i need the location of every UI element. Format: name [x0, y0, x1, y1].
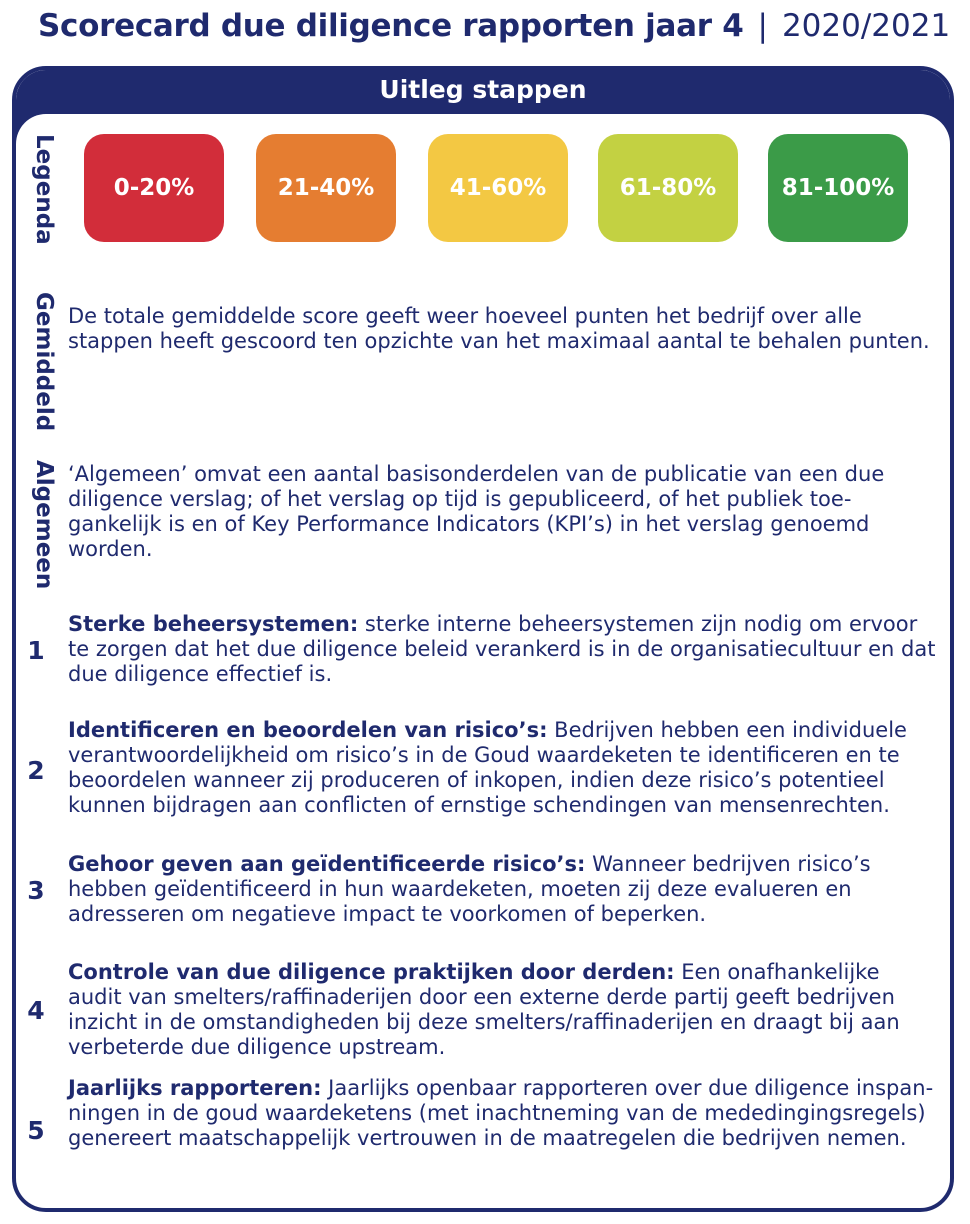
step-3-text [68, 852, 936, 927]
step-heading: Controle van due diligence praktijken door derden: [68, 960, 675, 984]
gemiddeld-label: Gemiddeld [31, 292, 57, 432]
algemeen-label: Algemeen [31, 460, 57, 590]
step-body: Wanneer bedrijven risico’s hebben geïdentificeerd in hun waardeketen, moeten zij deze evalueren en adresseren om negatieve impact te voorkomen of beperken. [68, 852, 871, 926]
legend-label: Legenda [31, 134, 57, 245]
step-heading: Sterke beheersystemen: [68, 612, 359, 636]
step-2-text [68, 718, 936, 818]
step-number: 3 [27, 876, 45, 905]
step-heading: Jaarlijks rapporteren: [68, 1076, 322, 1100]
legend-item-label: 41-60% [449, 175, 547, 201]
legend-item-41-60 [428, 134, 568, 242]
legend-item-0-20 [84, 134, 224, 242]
step-body: sterke interne beheersystemen zijn nodig om ervoor te zorgen dat het due diligence beleid verankerd is in de organisatiecultuur en dat due diligence effectief is. [68, 612, 936, 686]
legend-item-label: 0-20% [113, 175, 195, 201]
page-title [38, 4, 951, 48]
panel-title: Uitleg stappen [16, 70, 950, 114]
step-number: 2 [27, 756, 45, 785]
step-heading: Identificeren en beoordelen van risico’s: [68, 718, 548, 742]
legend-item-61-80 [598, 134, 738, 242]
title-main: Scorecard due diligence rapporten jaar 4 [38, 8, 744, 44]
title-year: 2020/2021 [781, 8, 951, 44]
step-number: 4 [27, 996, 45, 1025]
step-5-text [68, 1076, 936, 1151]
step-1-text [68, 612, 936, 687]
step-body: Bedrijven hebben een individuele verantwoordelijkheid om risico’s in de Goud waardeketen te identificeren en te beoordelen wanneer zij produceren of inkopen, indien deze risico’s potentieel kunnen bijdragen aan conflicten of ernstige schendingen van mensenrechten. [68, 718, 907, 817]
legend-item-81-100 [768, 134, 908, 242]
legend-item-label: 61-80% [619, 175, 717, 201]
step-number: 5 [27, 1116, 45, 1145]
step-heading: Gehoor geven aan geïdentificeerde risico’s: [68, 852, 586, 876]
title-separator: | [757, 8, 768, 44]
legend-item-21-40 [256, 134, 396, 242]
step-body: Een onafhankelijke audit van smelters/raffinaderijen door een externe derde partij geeft bedrijven inzicht in de omstandigheden bij deze smelters/raffinaderijen en draagt bij aan verbeterde due diligence upstream. [68, 960, 900, 1059]
algemeen-text: ‘Algemeen’ omvat een aantal basisonderdelen van de publicatie van een due diligence verslag; of het verslag op tijd is gepubliceerd, of het publiek toegankelijk is en of Key Performance Indicators (KPI’s) in het verslag genoemd worden. [68, 462, 885, 561]
step-number: 1 [27, 636, 45, 665]
step-body: Jaarlijks openbaar rapporteren over due diligence inspanningen in de goud waardeketens (met inachtneming van de mededingingsregels) genereert maatschappelijk vertrouwen in de maatregelen die bedrijven nemen. [68, 1076, 934, 1150]
step-4-text [68, 960, 936, 1060]
gemiddeld-text: De totale gemiddelde score geeft weer hoeveel punten het bedrijf over alle stappen heeft gescoord ten opzichte van het maximaal aantal te behalen punten. [68, 304, 930, 353]
legend-item-label: 21-40% [277, 175, 375, 201]
legend-item-label: 81-100% [781, 175, 895, 201]
